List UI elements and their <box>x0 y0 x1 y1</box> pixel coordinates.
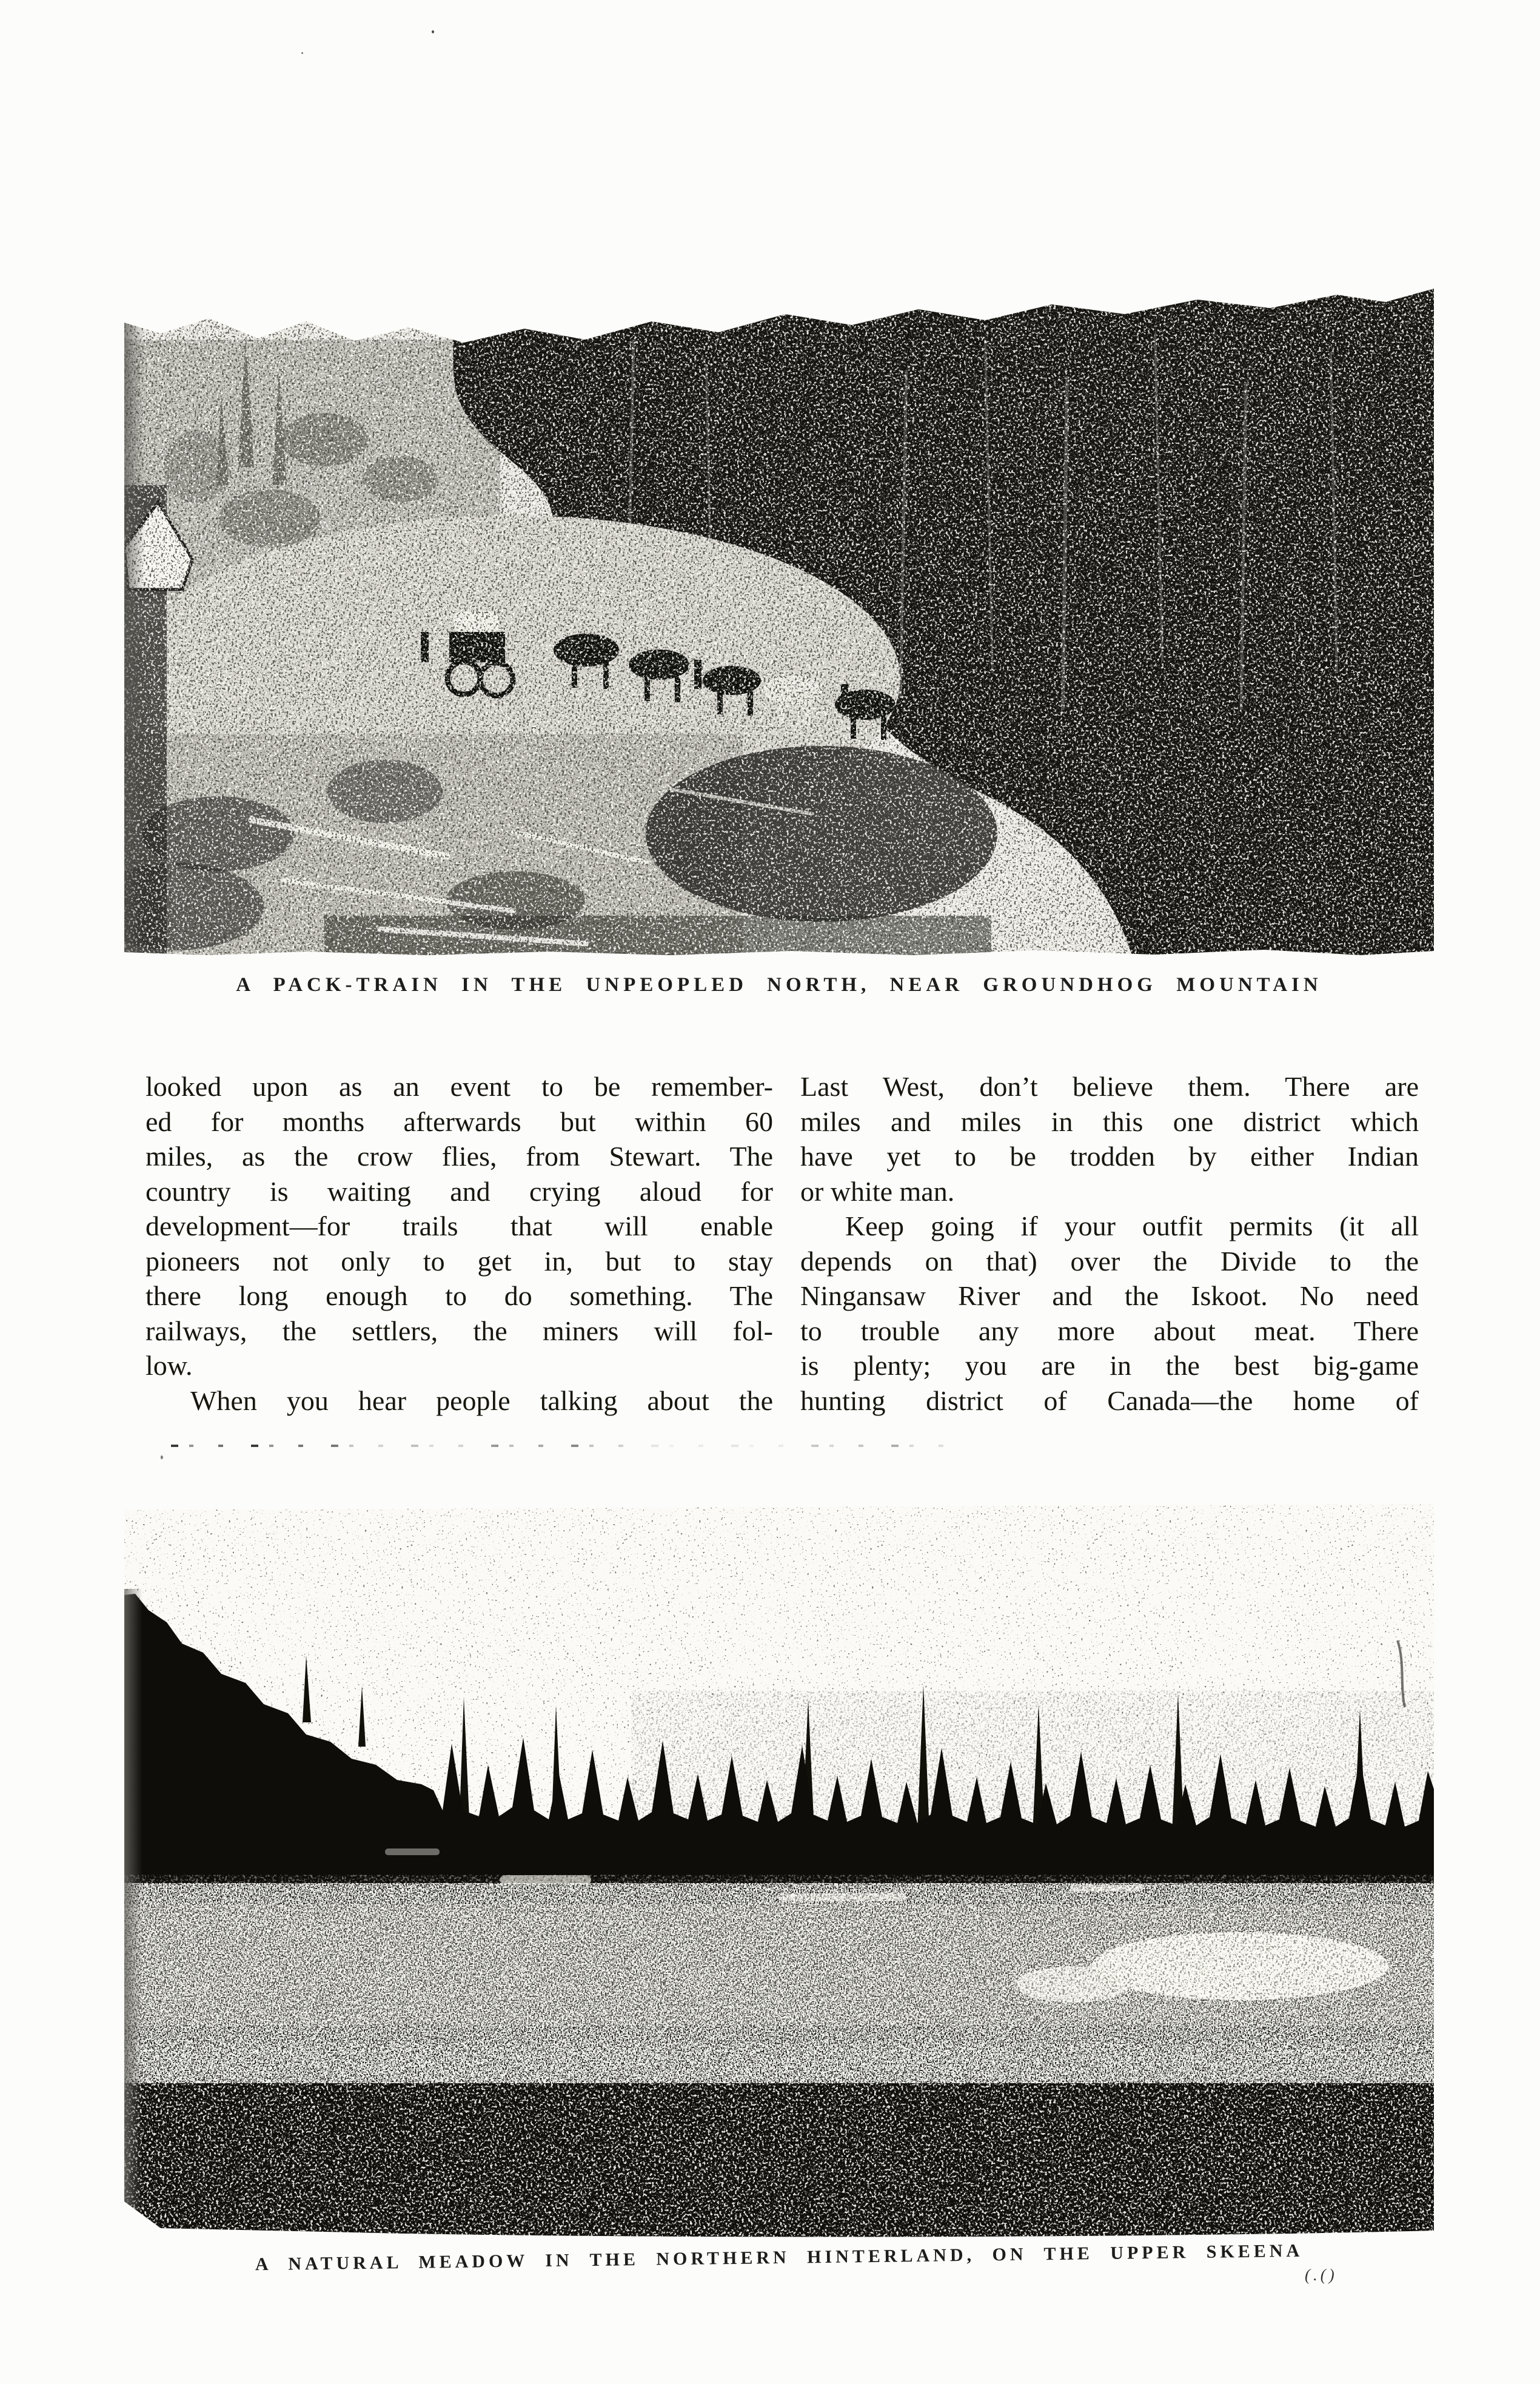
text-line: Ningansaw River and the Iskoot. No need <box>800 1280 1419 1311</box>
text-line: or white man. <box>800 1175 955 1207</box>
pack-train-photo-image <box>124 285 1434 955</box>
text-line: development—for trails that will enable <box>146 1210 773 1241</box>
text-line: to trouble any more about meat. There <box>800 1315 1419 1346</box>
text-line: hunting district of Canada—the home of <box>800 1385 1419 1416</box>
text-line: miles, as the crow flies, from Stewart. The <box>146 1141 773 1172</box>
ink-speck <box>432 30 434 33</box>
top-photo-caption: A PACK-TRAIN IN THE UNPEOPLED NORTH, NEAR GROUNDHOG MOUNTAIN <box>236 974 1322 996</box>
text-line: depends on that) over the Divide to the <box>800 1245 1419 1277</box>
page-number-mark: (.() <box>1305 2266 1337 2284</box>
text-column-right <box>800 1069 1419 1418</box>
text-line: country is waiting and crying aloud for <box>146 1175 773 1207</box>
bottom-photo-caption: A NATURAL MEADOW IN THE NORTHERN HINTERLAND, ON THE UPPER SKEENA <box>255 2240 1304 2275</box>
text-line: When you hear people talking about the <box>190 1385 773 1416</box>
text-line: have yet to be trodden by either Indian <box>800 1141 1419 1172</box>
text-line: Keep going if your outfit permits (it all <box>845 1210 1419 1241</box>
ink-speck <box>161 1456 163 1459</box>
text-line: pioneers not only to get in, but to stay <box>146 1245 773 1277</box>
print-artifact-line <box>171 1445 965 1447</box>
text-line: railways, the settlers, the miners will fol- <box>146 1315 773 1346</box>
text-column-left <box>146 1069 773 1418</box>
text-line: low. <box>146 1350 193 1381</box>
pack-train-photo <box>124 285 1434 955</box>
text-line: is plenty; you are in the best big-game <box>800 1350 1419 1381</box>
text-line: miles and miles in this one district which <box>800 1106 1419 1137</box>
text-line: ed for months afterwards but within 60 <box>146 1106 773 1137</box>
meadow-photo-image <box>124 1504 1434 2238</box>
text-line: there long enough to do something. The <box>146 1280 773 1311</box>
meadow-photo <box>124 1504 1434 2238</box>
text-line: Last West, don’t believe them. There are <box>800 1071 1419 1102</box>
text-line: looked upon as an event to be remember- <box>146 1071 773 1102</box>
ink-speck <box>301 52 303 54</box>
